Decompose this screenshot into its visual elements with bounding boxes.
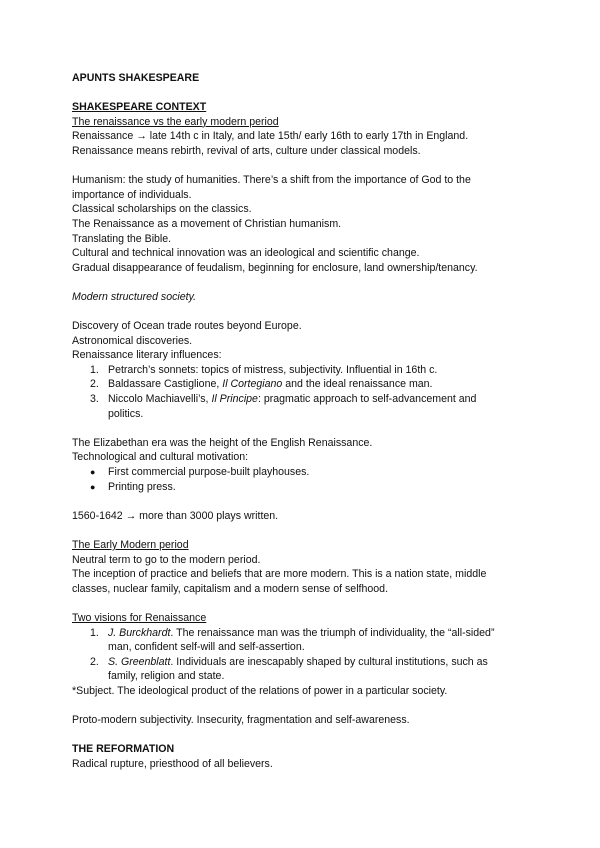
paragraph: *Subject. The ideological product of the relations of power in a particular society. xyxy=(72,684,448,697)
paragraph: The Renaissance as a movement of Christian humanism. xyxy=(72,217,342,230)
subheading-early-modern: The Early Modern period xyxy=(72,539,189,551)
paragraph: Translating the Bible. xyxy=(72,232,172,245)
motivations-list xyxy=(72,465,532,494)
list-item-continuation: family, religion and state. xyxy=(108,670,225,683)
paragraph: classes, nuclear family, capitalism and a modern sense of selfhood. xyxy=(72,582,389,595)
list-item: 3. Niccolo Machiavelli’s, Il Principe: pragmatic approach to self-advancement and xyxy=(90,393,477,406)
subheading-renaissance: The renaissance vs the early modern period xyxy=(72,115,279,128)
list-number: 1. xyxy=(90,626,99,639)
subheading-two-visions: Two visions for Renaissance xyxy=(72,611,207,624)
paragraph: Cultural and technical innovation was an ideological and scientific change. xyxy=(72,247,420,260)
visions-list xyxy=(72,626,532,684)
list-item: ● First commercial purpose-built playhouses. xyxy=(90,466,310,479)
list-number: 2. xyxy=(90,655,99,668)
list-item-continuation: man, confident self-will and self-assertion. xyxy=(108,641,305,654)
list-item: 1. J. Burckhardt. The renaissance man was the triumph of individuality, the “all-sided” xyxy=(90,626,495,639)
list-item: 2. Baldassare Castiglione, Il Cortegiano and the ideal renaissance man. xyxy=(90,378,433,391)
section-heading-reformation: THE REFORMATION xyxy=(72,743,175,756)
influences-list xyxy=(72,363,532,421)
document-title: APUNTS SHAKESPEARE xyxy=(72,72,200,84)
paragraph: The Elizabethan era was the height of the English Renaissance. xyxy=(72,436,373,449)
list-item: 2. S. Greenblatt. Individuals are inescapably shaped by cultural institutions, such as xyxy=(90,655,488,668)
list-number: 1. xyxy=(90,363,99,376)
paragraph: Astronomical discoveries. xyxy=(72,334,193,347)
document-page xyxy=(72,71,532,772)
paragraph: Proto-modern subjectivity. Insecurity, fragmentation and self-awareness. xyxy=(72,714,410,727)
paragraph: Discovery of Ocean trade routes beyond Europe. xyxy=(72,320,302,333)
paragraph: 1560-1642 → more than 3000 plays written. xyxy=(72,509,279,522)
bullet-icon: ● xyxy=(90,481,96,492)
list-number: 3. xyxy=(90,393,99,406)
paragraph: Humanism: the study of humanities. There’s a shift from the importance of God to the xyxy=(72,174,471,187)
paragraph: Renaissance literary influences: xyxy=(72,349,222,362)
list-number: 2. xyxy=(90,378,99,391)
bullet-icon: ● xyxy=(90,467,96,478)
paragraph: The inception of practice and beliefs that are more modern. This is a nation state, middle xyxy=(72,568,487,581)
paragraph: Renaissance → late 14th c in Italy, and late 15th/ early 16th to early 17th in England. xyxy=(72,130,469,143)
paragraph: Classical scholarships on the classics. xyxy=(72,203,252,216)
list-item-continuation: politics. xyxy=(108,407,144,420)
paragraph: Gradual disappearance of feudalism, beginning for enclosure, land ownership/tenancy. xyxy=(72,261,478,274)
paragraph: Technological and cultural motivation: xyxy=(72,451,249,464)
paragraph: importance of individuals. xyxy=(72,188,192,201)
section-heading-context: SHAKESPEARE CONTEXT xyxy=(72,101,207,114)
list-item: ● Printing press. xyxy=(90,480,176,493)
paragraph: Neutral term to go to the modern period. xyxy=(72,553,261,566)
list-item: 1. Petrarch’s sonnets: topics of mistress, subjectivity. Influential in 16th c. xyxy=(90,363,438,376)
paragraph: Renaissance means rebirth, revival of arts, culture under classical models. xyxy=(72,144,421,157)
paragraph: Radical rupture, priesthood of all believers. xyxy=(72,757,273,770)
paragraph-italic: Modern structured society. xyxy=(72,290,197,303)
